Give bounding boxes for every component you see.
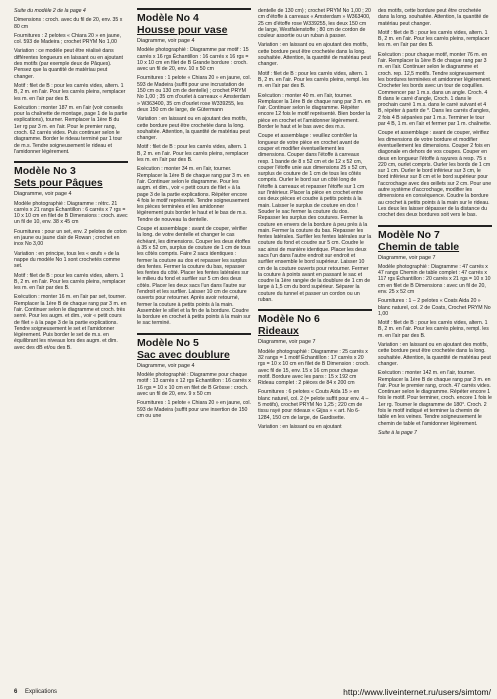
paragraph: Modèle photographié : Diagramme : 47 carrés x 47 rangs Chemin de table complet : 47 carrés x 117 rgs Échantillon : 20 carrés x 21 rgs = 10 x 10 cm en filet de B Dimensions : avec un fil de 20, env. 25 x 52 cm	[378, 263, 491, 295]
paragraph: Fournitures : 6 pelotes « Couts Aida 15 » en blanc naturel, col. 2 (= pelote suffit pour env. 4 – 5 motifs), crochet PRYM No 1,25 ; 220 cm de tissu rayé pour rideaux « Gijsa » « art. No 6-1284, 150 cm de large, de Gardisette.	[258, 389, 369, 421]
paragraph: Exécution : monter 34 m. en l'air, tourner. Remplacer la 1ère B de chaque rang par 3 m. en l'air. Continuer selon le diagramme. Pour les augm. et dim., voir « petit cours de filet » à la page 3 de la partie explications. Répéter encore 4 fois le motif représenté. Tendre soigneusement les pièces terminées et les amidonner légèrement puis border le haut et le bas de m.s. Tendre de nouveau la dentelle.	[137, 166, 250, 223]
column-3	[258, 8, 372, 433]
section-heading-model-6	[258, 309, 372, 337]
column-4	[378, 8, 492, 439]
section-heading-model-5	[137, 333, 251, 361]
diagram-ref: Diagramme, voir page 4	[137, 38, 195, 44]
paragraph: Coupe et assemblage : avant de couper, vérifier la long. de votre dentelle et changer le cas échéant, les dimensions. Couper les deux étoffes à 35 x 52 cm, surplus de couture de 1 cm de tous les côtés compris. Faire 2 sacs identiques : fermer la couture au dos et repasser les surplus des fentes. Fermer la couture du bas, repasser les fentes du côté. Placer les fentes latérales sur le milieu du fond et surfiler sur 5 cm des deux côtés. Placer les deux sacs l'un dans l'autre sur l'endroit et les surfiler. Laisser 10 cm de couture ouverts pour retourner. Après avoir retourné, fermer la couture à petits points à la main. Assembler le sillet et la fin de la bordure. Coudre la bordure en crochet à petits points à la main sur le sac terminé.	[137, 226, 251, 327]
paragraph: Variation : en principe, tous les « œufs » de la nappe du modèle No 1 sont crochetés comme set.	[14, 250, 121, 270]
paragraph: Exécution : monter 142 m. en l'air, tourner. Remplacer la 1ère B de chaque rang par 3 m. en l'air. Pour le premier rang, croch. 47 carrés vides. Continuer selon le diagramme. Répéter encore 1 fois le motif. Pour terminer, croch. encore 1 fois le 1er rg. Tourner le diagramme de 180°. Croch. 2 fois le motif indiqué et terminer la chemin de table en les veines. Tendre soigneusement le chemin de table et l'amidonner légèrement.	[378, 370, 492, 427]
paragraph: Modèle photographié : Diagramme : rétrc. 21 carrés x 21 rangs Échantillon : 6 carrés x 7 rgs = 10 x 10 cm en filet de B Dimensions : croch. avec un fil de 10, env. 38 x 45 cm	[14, 200, 128, 226]
model-number: Modèle No 6	[258, 313, 320, 326]
model-title: Chemin de table	[378, 240, 460, 253]
paragraph: Variation : en laissant ou en ajoutant des motifs, cette bordure peut être crochetée dans la long. souhaitée. Attention, la quantité de matériau peut changer.	[378, 342, 491, 367]
model-title: Rideaux	[258, 325, 299, 338]
paragraph: Variation : en laissant ou en ajoutant des motifs, cette bordure peut être crochetée dans la long. souhaitée. Attention, la quantité de matériau peut changer.	[137, 116, 250, 142]
diagram-ref: Diagramme, voir page 7	[258, 339, 316, 346]
model-title: Sets pour Pâques	[14, 177, 103, 190]
section-heading-model-3	[14, 161, 128, 189]
paragraph: Fournitures : 1 pelote « Chiara 20 » en jaune, col. 593 de Madeira (suffit pour une incrustation de 150 cm ou 130 cm de dentelle) ; crochet PRYM No 1,00 ; 35 cm d'ourlet à carreaux « Amsterdam » W363400, 35 cm d'ourlet rose W339255, les deux 150 cm de large, de Gütermann	[137, 75, 251, 113]
paragraph: Variation : ce modèle peut être réalisé dans différentes longueurs en laissant ou en ajoutant des motifs (par exemple deux de Pâques). Pensez que la quantité de matériau peut changer.	[14, 48, 123, 80]
page-number: 6	[14, 689, 18, 695]
paragraph: Exécution : monter 16 m. en l'air par set, tourner. Remplacer la 1ère B de chaque rang par 3 m. en l'air. Continuer selon le diagramme et croch. très serré. Pour les augm. et dim., voir « petit cours de filet » à la page 3 de la partie explications. Tendre soigneusement le set et l'amidonner légèrement. Puis border le set de m.s. en équilibrant les niveaux lors des augm. et dim. avec des dB et/ou des B.	[14, 294, 127, 351]
paragraph: Fournitures : 1 pelote « Chiara 20 » en jaune, col. 593 de Madeira (suffit pour une insertion de 150 cm ou une	[137, 400, 251, 419]
diagram-ref: Diagramme, voir page 7	[378, 254, 436, 261]
paragraph: Motif : filet de B : pour les carrés vides, altern. 1 B, 2 m. en l'air. Pour les carrés pleins, rempl. les m. en l'air par des B.	[378, 320, 489, 339]
paragraph: Variation : en laissant ou en ajoutant	[258, 423, 342, 430]
page-footer	[14, 689, 57, 695]
paragraph: Coupe et assemblage : avant de couper, vérifiez les dimensions de votre bordure et modifier éventuellement les dimensions. Couper 2 fois en diagonale en dehors de vos coupes. Couper en deux en longueur l'étoffe à rayures à resp. 75 x 220 cm, ourlet compris. Ourler les bords de 1 cm sur 1 cm. Ourler le bord inférieur sur 3 cm, le bord inférieur sur 8 cm et le bord supérieur pour l'accrochage avec des œillets sur 2 cm. Pour une autre système d'accrochage, modifier les dimensions en conséquence. Coudre la bordure au crochet à petits points à la main sur le rideau. Les deux les laisser dépasser de la distance du crochet des deux bordures soit vers le bas.	[378, 130, 492, 219]
model-number: Modèle No 4	[137, 12, 199, 24]
paragraph: Exécution : pour chaque motif, monter 76 m. en l'air. Remplacer la 1ère B de chaque rang par 3 m. en l'air. Continuer selon le diagramme et croch. rep. 12,5 motifs. Tendre soigneusement les bordures terminées et amidonner légèrement. Crocheter les bords avec un tour de coquilles. Commencer par 1 m.s. dans un angle. Croch. 4 B dans le carré d'angle, Croch. 1 dans le prochain carré 1 m.s. dans le carré suivant et 4 B, répéter à partir de *. Dans les carrés d'angles, 2 fois 4 B séparées par 1 m.s. Terminer le tour par 4 B, 1 m. en l'air et fermer par 1 m. chaînette.	[378, 51, 492, 128]
paragraph: Modèle photographié : Diagramme par motif : 15 carrés x 16 rgs Échantillon : 16 carrés x 16 rgs = 10 x 10 cm en filet de B Grande bordure : croch. avec un fil de 20, env. 10 x 50 cm	[137, 47, 249, 73]
paragraph: des motifs, cette bordure peut être crochetée dans la long. souhaitée. Attention, la quantité de matériau peut changer.	[378, 8, 489, 27]
column-2	[137, 8, 251, 422]
model-number: Modèle No 3	[14, 165, 76, 178]
paragraph: Fournitures : pour un set, env. 2 pelotes de coton en jaune ou jaune clair de Rowan ; crochet en inox No 3,00	[14, 228, 127, 248]
paragraph: Dimensions : croch. avec du fil de 20, env. 35 x 80 cm	[14, 17, 123, 30]
paragraph: Fournitures : 2 pelotes « Chiara 20 » en jaune, col. 593 de Madeira ; crochet PRYM No 1,00	[14, 32, 121, 46]
diagram-ref: Diagramme, voir page 4	[14, 191, 72, 198]
watermark-url: http://www.liveinternet.ru/users/simtom/	[343, 687, 491, 697]
section-heading-model-4	[137, 8, 251, 36]
model-number: Modèle No 5	[137, 336, 199, 349]
paragraph: Motif : filet de B : pour les carrés vides, altern. 1 B, 2 m. en l'air. Pour les carrés pleins, rempl. les m. en l'air par des B.	[258, 70, 369, 90]
continuation-note: Suite à la page 7	[378, 429, 417, 436]
paragraph: Coupe et assemblage : veuillez contrôler la longueur de votre pièce en crochet avant de couper et modifier éventuellement les dimensions. Couper dans l'étoffe à carreaux resp. 1 bande de 8 x 52 cm et de 12 x 52 cm, couper l'étoffe unie aux dimensions 25 x 52 cm, surplus de couture de 1 cm de tous les côtés compris. Ourler le bord sur un côté long de l'étoffe à carreaux et repasser l'étoffe sur 1 cm sur l'intérieur. Placer la pièce en crochet entre ces deux pièces et coudre à petits points à la main. Laisser le surplus de couture en dos ! Souder le sac fermer la couture du dos. Repasser les surplus des coutures. Fermer la couture en envers de la bordure à peu près à la main. Fermer la couture du bas. Repasser les fentes latérales. Surfiler les fentes latérales sur la couture du fond et coudre sur 5 cm. Coudre le sac ainsi de manière identique. Placer les deux sacs l'un dans l'autre endroit sur endroit et surfiler ensemble le bord supérieur. Laisser 10 cm de la couture ouverts pour retourner. Fermer la couture à points avant en passant le sac et coudre la 1ère rangée de la doublure de 1 cm de large à 1,5 cm du bord supérieur. Séparer la couture du tunnel et passer un cordon ou un ruban.	[258, 133, 372, 304]
model-title: Housse pour vase	[137, 24, 228, 36]
paragraph: Motif : filet de B : pour les carrés vides, altern. 1 B, 2 m. en l'air. Pour les carrés pleins, remplacer les m. en l'air par des B.	[137, 144, 249, 164]
section-heading-model-7	[378, 225, 492, 253]
paragraph: Modèle photographié : Diagramme pour chaque motif : 13 carrés x 12 rgs Échantillon : 16 carrés x 16 rgs = 10 x 10 cm en filet de B Grösse : croch. avec un fil de 20, env. 9 x 50 cm	[137, 372, 251, 397]
paragraph: Exécution : monter 40 m. en l'air, tourner. Remplacer la 1ère B de chaque rang par 3 m. en l'air. Continuer selon le diagramme. Répéter encore 12 fois le motif représenté. Bien border la pièce en crochet et l'amidonner légèrement. Border le haut et le bas avec des m.s.	[258, 92, 371, 131]
model-number: Modèle No 7	[378, 228, 440, 241]
paragraph: Motif : filet de B : pour les carrés vides, altern. 1 B, 2 m. en l'air. Pour les carrés pleins, remplacer les m. en l'air par des B.	[378, 29, 490, 49]
model-title: Sac avec doublure	[137, 348, 230, 361]
paragraph: Motif : filet de B : pour les carrés vides, altern. 1 B, 2 m. en l'air. Pour les carrés pleins, remplacer les m. en l'air par des B.	[14, 82, 126, 102]
continuation-note: Suite du modèle 2 de la page 4	[14, 8, 86, 14]
paragraph: Motif : filet de B : pour les carrés vides, altern. 1 B, 2 m. en l'air. Pour les carrés pleins, remplacer les m. en l'air par des B.	[14, 272, 126, 292]
paragraph: Variation : en laissant ou en ajoutant des motifs, cette bordure peut être crochetée dans la long. souhaitée. Attention, la quantité de matériau peut changer.	[258, 42, 371, 68]
paragraph: Exécution : monter 187 m. en l'air (voir conseils pour la chaînette de montage, page 1 de la partie explications), tourner. Remplacer la 1ère B du 1er rg par 3 m. en l'air. Pour le premier rang, croch. 62 carrés vides. Puis continuer selon le diagramme. Border le rideau terminé par 1 tour de m.s. Tendre soigneusement le rideau et l'amidonner légèrement.	[14, 104, 128, 155]
paragraph: dentelle de 130 cm) ; crochet PRYM No 1,00 ; 20 cm d'étoffe à carreaux « Amsterdam » W363400, 25 cm d'étoffe rose W339255, les deux 150 cm de large, Westfalenstoffe ; 80 cm de cordon de couleur assortie ou un ruban à passer.	[258, 8, 371, 40]
paragraph: Modèle photographié : Diagramme : 25 carrés x 32 rangs = 1 motif Échantillon : 17 carrés x 20 rgs = 10 x 10 cm en filet de B Dimension : croch. avec fil de 15, env. 15 x 16 cm pour chaque motif. Bordure avec les pans : 15 x 192 cm Rideau complet : 2 pièces de 84 x 200 cm	[258, 348, 370, 387]
column-1	[14, 8, 128, 354]
section-name: Explications	[25, 689, 58, 695]
diagram-ref: Diagramme, voir page 4	[137, 362, 195, 369]
paragraph: Fournitures : 1 – 2 pelotes « Coats Aida 20 » blanc naturel, col. 2 de Coats, Crochet PRYM No 1,00	[378, 298, 491, 317]
